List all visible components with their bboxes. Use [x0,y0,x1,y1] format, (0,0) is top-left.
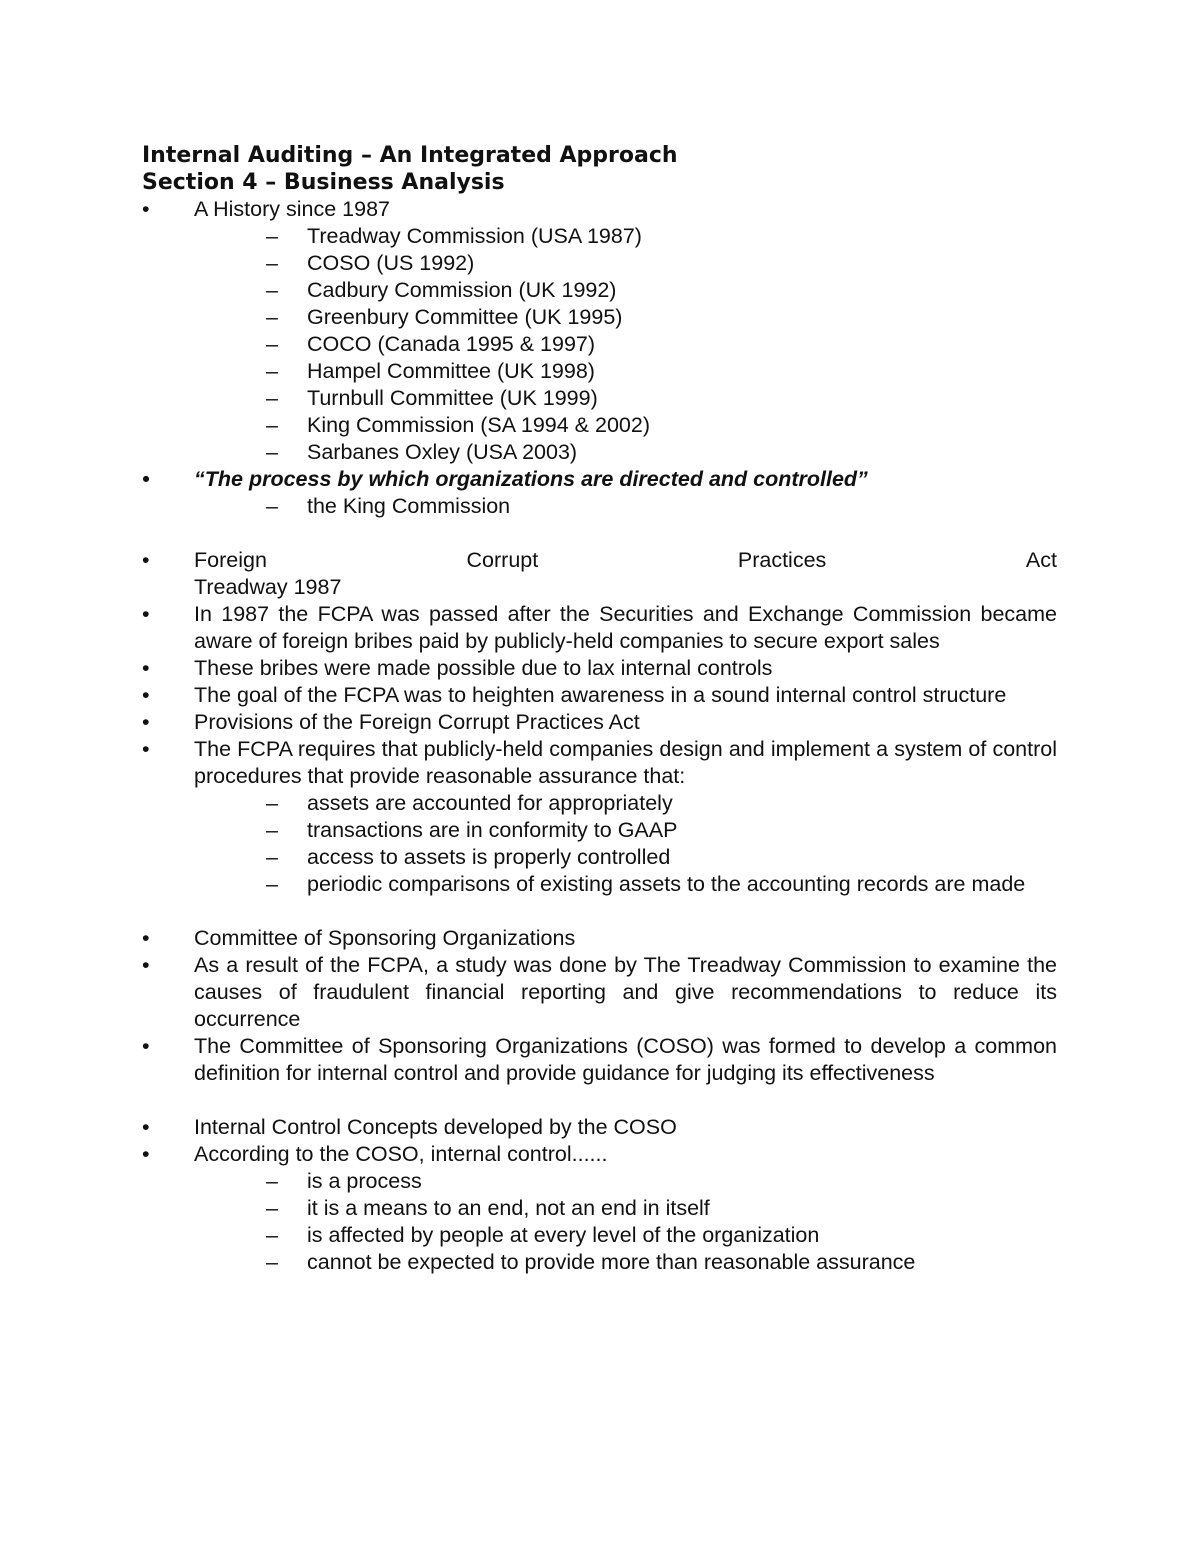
definition-source: – the King Commission [194,493,1057,520]
list-item: – periodic comparisons of existing assets to the accounting records are made [194,871,1057,898]
fcpa-heading-word: Corrupt [466,548,539,572]
list-item: • Committee of Sponsoring Organizations [142,925,1057,952]
list-item: • Provisions of the Foreign Corrupt Practices Act [142,709,1057,736]
list-item: • As a result of the FCPA, a study was done by The Treadway Commission to examine the causes of fraudulent financial reporting and give recommendations to reduce its occurrence [142,952,1057,1033]
list-item: – Treadway Commission (USA 1987) [194,223,1057,250]
list-item: – Sarbanes Oxley (USA 2003) [194,439,1057,466]
list-item [142,466,1057,520]
fcpa-heading [194,547,1057,574]
history-heading: A History since 1987 [194,197,390,221]
section-heading: Section 4 – Business Analysis [142,170,505,195]
history-list [194,223,1057,466]
definition-quote: “The process by which organizations are directed and controlled” [194,467,868,491]
list-item: – assets are accounted for appropriately [194,790,1057,817]
assurance-list [194,790,1057,898]
list-item: • These bribes were made possible due to lax internal controls [142,655,1057,682]
document-title: Internal Auditing – An Integrated Approach [142,143,678,168]
list-item: – COSO (US 1992) [194,250,1057,277]
fcpa-heading-word: Practices [737,548,827,572]
list-item: – access to assets is properly controlled [194,844,1057,871]
list-item: – COCO (Canada 1995 & 1997) [194,331,1057,358]
list-item: – it is a means to an end, not an end in itself [194,1195,1057,1222]
list-item: – Cadbury Commission (UK 1992) [194,277,1057,304]
list-item: – Turnbull Committee (UK 1999) [194,385,1057,412]
list-item [142,1141,1057,1276]
list-item: • In 1987 the FCPA was passed after the Securities and Exchange Commission became aware of foreign bribes paid by publicly-held companies to secure export sales [142,601,1057,655]
list-item [142,196,1057,466]
fcpa-requires: The FCPA requires that publicly-held companies design and implement a system of control procedures that provide reasonable assurance that: [194,737,1057,788]
concepts-according: According to the COSO, internal control...... [194,1142,608,1166]
bullet-list [142,196,1057,1276]
list-item: – Hampel Committee (UK 1998) [194,358,1057,385]
list-item: • The goal of the FCPA was to heighten awareness in a sound internal control structure [142,682,1057,709]
fcpa-heading-line2: Treadway 1987 [194,575,342,599]
concepts-list [194,1168,1057,1276]
definition-source-list [194,493,1057,520]
list-item: – transactions are in conformity to GAAP [194,817,1057,844]
list-item: – is affected by people at every level of the organization [194,1222,1057,1249]
list-item: – is a process [194,1168,1057,1195]
list-item: – Greenbury Committee (UK 1995) [194,304,1057,331]
fcpa-heading-word: • Foreign [194,548,267,572]
list-item [142,736,1057,898]
list-item: • The Committee of Sponsoring Organizations (COSO) was formed to develop a common definition for internal control and provide guidance for judging its effectiveness [142,1033,1057,1087]
list-item: – cannot be expected to provide more than reasonable assurance [194,1249,1057,1276]
list-item: • Internal Control Concepts developed by the COSO [142,1114,1057,1141]
list-item [142,547,1057,601]
list-item: – King Commission (SA 1994 & 2002) [194,412,1057,439]
fcpa-heading-word: Act [1025,548,1057,572]
document-body [142,142,1057,1276]
